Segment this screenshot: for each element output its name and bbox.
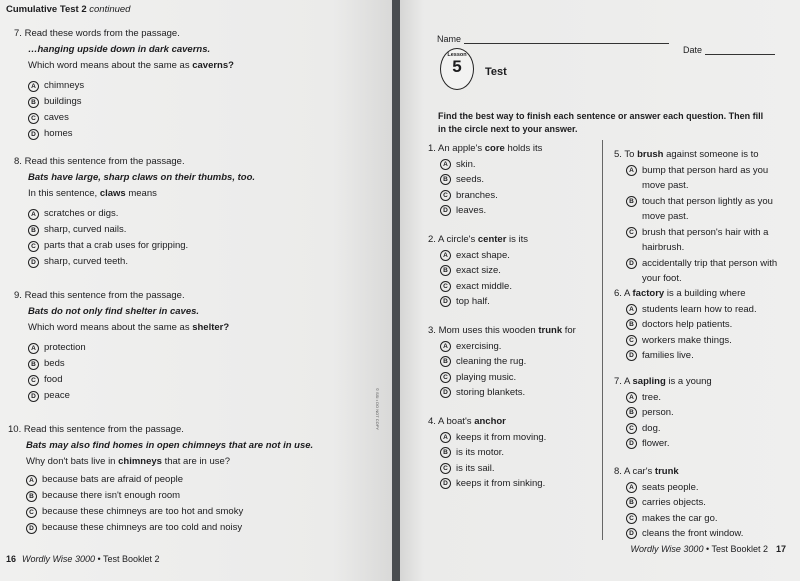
answer-options bbox=[428, 430, 546, 492]
right-page-footer bbox=[631, 544, 787, 554]
answer-option-a[interactable] bbox=[28, 78, 234, 94]
answer-text: accidentally trip that person with bbox=[642, 257, 778, 269]
answer-bubble[interactable]: A bbox=[28, 81, 39, 92]
question-stem: Mom uses this wooden bbox=[438, 325, 539, 336]
answer-bubble[interactable]: A bbox=[26, 475, 37, 486]
answer-option-b[interactable] bbox=[440, 354, 576, 370]
question-stem-end: is a young bbox=[665, 376, 712, 387]
question-prompt: Read this sentence from the passage. bbox=[23, 424, 184, 435]
answer-option-d[interactable] bbox=[626, 256, 777, 272]
answer-text: exact size. bbox=[456, 265, 501, 276]
answer-text: parts that a crab uses for gripping. bbox=[44, 240, 189, 251]
answer-bubble[interactable]: B bbox=[626, 196, 637, 207]
question-7-left bbox=[14, 26, 234, 142]
answer-option-a[interactable] bbox=[626, 390, 712, 406]
book-title: Wordly Wise 3000 bbox=[22, 554, 95, 564]
question-6 bbox=[614, 286, 757, 364]
answer-text: storing blankets. bbox=[456, 387, 526, 398]
stem-keyword: chimneys bbox=[118, 456, 162, 467]
answer-text: tree. bbox=[642, 391, 662, 403]
answer-option-c[interactable] bbox=[28, 372, 229, 388]
question-number: 7. bbox=[14, 28, 22, 39]
name-field[interactable] bbox=[437, 33, 669, 44]
answer-text: leaves. bbox=[456, 205, 487, 216]
question-4 bbox=[428, 414, 546, 492]
answer-option-d[interactable] bbox=[440, 294, 528, 310]
lesson-badge bbox=[440, 48, 474, 90]
question-number: 8. bbox=[14, 156, 22, 167]
question-number: 5. bbox=[614, 149, 625, 160]
answer-options bbox=[614, 302, 757, 364]
answer-options bbox=[14, 78, 234, 142]
answer-option-d[interactable] bbox=[26, 520, 313, 536]
answer-bubble[interactable]: B bbox=[28, 359, 39, 370]
question-stem: Which word means about the same as bbox=[28, 60, 193, 71]
answer-options bbox=[8, 472, 313, 536]
answer-options bbox=[428, 339, 576, 401]
question-8 bbox=[614, 464, 743, 542]
answer-text-continued: your foot. bbox=[642, 273, 682, 284]
question-8-left bbox=[14, 154, 255, 270]
answer-option-b[interactable] bbox=[28, 356, 229, 372]
question-number: 3. bbox=[428, 325, 439, 336]
answer-bubble[interactable]: D bbox=[440, 478, 451, 489]
question-number: 8. bbox=[614, 466, 625, 477]
answer-text: because bats are afraid of people bbox=[42, 474, 184, 485]
quote-keyword: claws bbox=[132, 172, 158, 183]
answer-bubble[interactable]: B bbox=[440, 356, 451, 367]
answer-option-c[interactable] bbox=[626, 225, 777, 241]
answer-option-c[interactable] bbox=[626, 511, 743, 527]
answer-bubble[interactable]: A bbox=[440, 159, 451, 170]
answer-option-b[interactable] bbox=[626, 317, 757, 333]
answer-bubble[interactable]: C bbox=[28, 113, 39, 124]
answer-option-a[interactable] bbox=[440, 430, 546, 446]
answer-option-b[interactable] bbox=[26, 488, 313, 504]
answer-bubble[interactable]: D bbox=[28, 129, 39, 140]
test-title: Test bbox=[485, 66, 507, 78]
answer-options bbox=[428, 248, 528, 310]
answer-bubble[interactable]: B bbox=[626, 407, 637, 418]
answer-bubble[interactable]: A bbox=[440, 250, 451, 261]
book-gutter bbox=[392, 0, 400, 581]
name-line[interactable] bbox=[464, 33, 669, 44]
answer-bubble[interactable]: D bbox=[626, 350, 637, 361]
answer-text: exercising. bbox=[456, 340, 502, 352]
answer-text: because these chimneys are too cold and noisy bbox=[42, 522, 243, 533]
answer-option-d[interactable] bbox=[28, 388, 229, 404]
column-divider bbox=[602, 140, 603, 540]
answer-bubble[interactable]: D bbox=[28, 391, 39, 402]
stem-keyword: brush bbox=[637, 149, 664, 160]
quote-text-end: on their thumbs, too. bbox=[157, 172, 256, 183]
answer-text: exact shape. bbox=[456, 249, 510, 261]
answer-option-b[interactable] bbox=[28, 222, 255, 238]
answer-options bbox=[14, 340, 229, 404]
answer-bubble[interactable]: A bbox=[440, 432, 451, 443]
answer-text: doctors help patients. bbox=[642, 319, 733, 330]
answer-option-a[interactable] bbox=[626, 163, 777, 179]
answer-option-c[interactable] bbox=[26, 504, 313, 520]
answer-option-b[interactable] bbox=[626, 194, 777, 210]
answer-option-c[interactable] bbox=[440, 279, 528, 295]
question-stem: A boat's bbox=[438, 416, 475, 427]
answer-bubble[interactable]: C bbox=[626, 513, 637, 524]
question-stem: A car's bbox=[624, 466, 655, 477]
answer-option-b[interactable] bbox=[440, 445, 546, 461]
question-3 bbox=[428, 323, 576, 401]
answer-bubble[interactable]: C bbox=[626, 335, 637, 346]
answer-option-a[interactable] bbox=[440, 248, 528, 264]
answer-option-d[interactable] bbox=[626, 348, 757, 364]
question-number: 2. bbox=[428, 234, 439, 245]
question-number: 6. bbox=[614, 288, 625, 299]
answer-option-c[interactable] bbox=[440, 188, 542, 204]
answer-text: keeps it from moving. bbox=[456, 431, 547, 443]
question-stem-end: means bbox=[125, 188, 157, 199]
answer-option-a[interactable] bbox=[440, 157, 542, 173]
answer-bubble[interactable]: A bbox=[626, 304, 637, 315]
question-5 bbox=[614, 147, 777, 287]
answer-text: families live. bbox=[642, 350, 694, 361]
answer-bubble[interactable]: C bbox=[626, 423, 637, 434]
answer-text-continued: move past. bbox=[642, 180, 689, 191]
answer-option-c[interactable] bbox=[28, 110, 234, 126]
answer-bubble[interactable]: D bbox=[26, 523, 37, 534]
quote-text-end: in caves. bbox=[156, 306, 200, 317]
booklet-label: • Test Booklet 2 bbox=[94, 554, 160, 564]
answer-options bbox=[614, 163, 777, 287]
question-stem: In this sentence, bbox=[28, 188, 100, 199]
question-stem-end: that are in use? bbox=[161, 456, 231, 467]
stem-keyword: claws bbox=[99, 188, 126, 199]
answer-text: homes bbox=[44, 128, 73, 139]
answer-bubble[interactable]: A bbox=[626, 392, 637, 403]
question-prompt: Read this sentence from the passage. bbox=[24, 290, 185, 301]
quote-text: Bats do not only find bbox=[28, 306, 126, 317]
answer-option-c[interactable] bbox=[440, 461, 546, 477]
stem-keyword: anchor bbox=[474, 416, 506, 427]
answer-option-d[interactable] bbox=[28, 126, 234, 142]
instructions: Find the best way to finish each sentence or answer each question. Then fill in the circle next to your answer. bbox=[438, 111, 764, 134]
question-stem: A bbox=[624, 288, 633, 299]
stem-keyword: center bbox=[477, 234, 507, 245]
answer-options bbox=[614, 390, 712, 452]
question-stem-end: for bbox=[562, 325, 576, 336]
answer-text: sharp, curved teeth. bbox=[44, 256, 128, 267]
question-stem: Why don't bats live in bbox=[26, 456, 119, 467]
header-title: Cumulative Test 2 bbox=[6, 4, 87, 15]
answer-bubble[interactable]: B bbox=[28, 97, 39, 108]
header-suffix: continued bbox=[89, 4, 131, 15]
question-2 bbox=[428, 232, 528, 310]
answer-bubble[interactable]: C bbox=[28, 375, 39, 386]
answer-text: is its sail. bbox=[456, 462, 495, 474]
answer-option-a[interactable] bbox=[626, 302, 757, 318]
answer-bubble[interactable]: C bbox=[440, 190, 451, 201]
answer-option-c[interactable] bbox=[440, 370, 576, 386]
book-title: Wordly Wise 3000 bbox=[630, 544, 704, 554]
answer-option-b[interactable] bbox=[440, 263, 528, 279]
answer-text: playing music. bbox=[456, 371, 517, 383]
answer-bubble[interactable]: D bbox=[626, 258, 637, 269]
answer-bubble[interactable]: B bbox=[440, 174, 451, 185]
answer-text: brush that person's hair with a bbox=[642, 226, 769, 238]
answer-text-continued: hairbrush. bbox=[642, 242, 685, 253]
question-stem: A bbox=[624, 376, 633, 387]
question-number: 1. bbox=[428, 143, 439, 154]
answer-text: dog. bbox=[642, 422, 661, 434]
answer-text: touch that person lightly as you bbox=[642, 195, 773, 207]
answer-bubble[interactable]: A bbox=[28, 209, 39, 220]
answer-options bbox=[14, 206, 255, 270]
answer-bubble[interactable]: B bbox=[440, 447, 451, 458]
quote-keyword: chimneys bbox=[182, 440, 227, 451]
answer-text: workers make things. bbox=[642, 334, 732, 346]
answer-option-d[interactable] bbox=[626, 436, 712, 452]
stem-keyword: core bbox=[484, 143, 505, 154]
answer-option-b[interactable] bbox=[626, 405, 712, 421]
answer-options bbox=[428, 157, 542, 219]
answer-bubble[interactable]: B bbox=[26, 491, 37, 502]
answer-option-b[interactable] bbox=[440, 172, 542, 188]
answer-option-a[interactable] bbox=[626, 480, 743, 496]
answer-text: scratches or digs. bbox=[44, 208, 119, 219]
answer-option-d[interactable] bbox=[440, 385, 576, 401]
answer-option-b[interactable] bbox=[28, 94, 234, 110]
quote-text: Bats have large, sharp bbox=[28, 172, 133, 183]
stem-keyword: factory bbox=[632, 288, 665, 299]
quote-keyword: shelter bbox=[125, 306, 157, 317]
answer-bubble[interactable]: D bbox=[626, 438, 637, 449]
answer-text: keeps it from sinking. bbox=[456, 478, 546, 489]
answer-bubble[interactable]: D bbox=[440, 296, 451, 307]
answer-text: beds bbox=[44, 358, 65, 369]
answer-bubble[interactable]: C bbox=[26, 507, 37, 518]
question-10-left bbox=[8, 422, 313, 536]
answer-option-c[interactable] bbox=[626, 333, 757, 349]
question-stem-end: is its bbox=[506, 234, 529, 245]
stem-keyword: sapling bbox=[632, 376, 666, 387]
answer-text: protection bbox=[44, 342, 86, 353]
answer-bubble[interactable]: A bbox=[440, 341, 451, 352]
answer-options bbox=[614, 480, 743, 542]
quote-text-end: that are not in use. bbox=[226, 440, 314, 451]
answer-text: exact middle. bbox=[456, 280, 512, 292]
question-stem: A circle's bbox=[438, 234, 478, 245]
answer-bubble[interactable]: B bbox=[626, 497, 637, 508]
question-stem-end: holds its bbox=[504, 143, 543, 154]
answer-bubble[interactable]: D bbox=[440, 387, 451, 398]
answer-option-d[interactable] bbox=[626, 526, 743, 542]
answer-text: is its motor. bbox=[456, 447, 505, 458]
booklet-label: • Test Booklet 2 bbox=[703, 544, 768, 554]
copyright-spine-text: © SSI • DO NOT COPY bbox=[375, 388, 380, 431]
answer-bubble[interactable]: C bbox=[440, 281, 451, 292]
question-prompt: Read this sentence from the passage. bbox=[24, 156, 185, 167]
answer-text-continued: move past. bbox=[642, 211, 689, 222]
answer-bubble[interactable]: B bbox=[28, 225, 39, 236]
answer-text: skin. bbox=[456, 158, 476, 170]
answer-bubble[interactable]: A bbox=[28, 343, 39, 354]
lesson-label: Lesson bbox=[447, 52, 467, 58]
question-stem: An apple's bbox=[438, 143, 485, 154]
answer-option-c[interactable] bbox=[626, 421, 712, 437]
answer-option-d[interactable] bbox=[28, 254, 255, 270]
answer-option-a[interactable] bbox=[26, 472, 313, 488]
date-line[interactable] bbox=[705, 44, 775, 55]
answer-bubble[interactable]: D bbox=[626, 528, 637, 539]
question-stem: Which word means about the same as bbox=[28, 322, 193, 333]
quote-text: …hanging upside down in dark bbox=[28, 44, 172, 55]
question-number: 7. bbox=[614, 376, 625, 387]
date-label: Date bbox=[683, 45, 703, 55]
question-prompt: Read these words from the passage. bbox=[24, 28, 180, 39]
question-9-left bbox=[14, 288, 229, 404]
stem-keyword: caverns? bbox=[192, 60, 234, 71]
quote-keyword: caverns. bbox=[171, 44, 211, 55]
answer-text: chimneys bbox=[44, 80, 85, 91]
question-number: 9. bbox=[14, 290, 22, 301]
answer-bubble[interactable]: A bbox=[626, 165, 637, 176]
answer-text: sharp, curved nails. bbox=[44, 224, 127, 235]
answer-text: makes the car go. bbox=[642, 512, 718, 524]
answer-option-d[interactable] bbox=[440, 203, 542, 219]
date-field[interactable] bbox=[683, 44, 775, 55]
answer-text: cleans the front window. bbox=[642, 528, 744, 539]
answer-text: top half. bbox=[456, 296, 490, 307]
left-page-footer bbox=[6, 554, 160, 564]
left-page-header bbox=[6, 4, 130, 15]
answer-bubble[interactable]: C bbox=[440, 463, 451, 474]
question-7 bbox=[614, 374, 712, 452]
answer-option-a[interactable] bbox=[28, 206, 255, 222]
answer-option-a[interactable] bbox=[28, 340, 229, 356]
answer-bubble[interactable]: C bbox=[28, 241, 39, 252]
answer-text: because there isn't enough room bbox=[42, 490, 181, 501]
lesson-number: 5 bbox=[452, 57, 462, 76]
answer-bubble[interactable]: D bbox=[28, 257, 39, 268]
answer-text: peace bbox=[44, 390, 70, 401]
answer-text: seeds. bbox=[456, 174, 484, 185]
answer-bubble[interactable]: C bbox=[440, 372, 451, 383]
stem-keyword: shelter? bbox=[192, 322, 230, 333]
name-label: Name bbox=[437, 34, 462, 44]
answer-bubble[interactable]: C bbox=[626, 227, 637, 238]
stem-keyword: trunk bbox=[654, 466, 679, 477]
question-stem-end: is a building where bbox=[664, 288, 746, 299]
answer-text: cleaning the rug. bbox=[456, 356, 527, 367]
quote-text: Bats may also find homes in open bbox=[26, 440, 183, 451]
stem-keyword: trunk bbox=[538, 325, 563, 336]
question-stem-end: against someone is to bbox=[663, 149, 759, 160]
answer-text: students learn how to read. bbox=[642, 303, 757, 315]
answer-text: seats people. bbox=[642, 481, 699, 493]
page-number: 17 bbox=[775, 544, 786, 554]
question-1 bbox=[428, 141, 542, 219]
answer-text: caves bbox=[44, 112, 69, 123]
answer-bubble[interactable]: D bbox=[440, 205, 451, 216]
answer-text: food bbox=[44, 374, 63, 385]
answer-text: flower. bbox=[642, 438, 670, 449]
answer-text: person. bbox=[642, 407, 674, 418]
question-number: 4. bbox=[428, 416, 439, 427]
answer-option-c[interactable] bbox=[28, 238, 255, 254]
question-stem: To bbox=[624, 149, 638, 160]
question-number: 10. bbox=[8, 424, 22, 435]
answer-text: buildings bbox=[44, 96, 82, 107]
answer-text: because these chimneys are too hot and smoky bbox=[42, 506, 244, 517]
page-number: 16 bbox=[6, 554, 17, 564]
answer-bubble[interactable]: B bbox=[440, 265, 451, 276]
answer-bubble[interactable]: A bbox=[626, 482, 637, 493]
answer-text: branches. bbox=[456, 189, 498, 201]
answer-option-a[interactable] bbox=[440, 339, 576, 355]
answer-option-d[interactable] bbox=[440, 476, 546, 492]
answer-option-b[interactable] bbox=[626, 495, 743, 511]
answer-text: bump that person hard as you bbox=[642, 164, 769, 176]
answer-bubble[interactable]: B bbox=[626, 319, 637, 330]
answer-text: carries objects. bbox=[642, 497, 706, 508]
